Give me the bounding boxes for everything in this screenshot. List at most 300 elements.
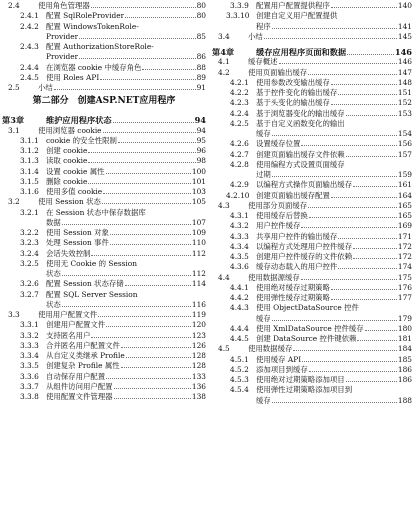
- toc-entry[interactable]: [2, 269, 206, 279]
- toc-entry[interactable]: [2, 382, 206, 392]
- toc-entry[interactable]: [2, 259, 206, 269]
- entry-number: 3.2.3: [20, 238, 39, 248]
- leader-dots: [353, 252, 397, 259]
- leader-dots: [301, 221, 397, 228]
- toc-entry[interactable]: [2, 197, 206, 207]
- entry-title: 创建自定义用户配置提供: [256, 11, 338, 21]
- leader-dots: [79, 32, 195, 39]
- leader-dots: [62, 218, 191, 225]
- toc-entry[interactable]: [2, 42, 206, 52]
- entry-title: 使用数据源缓存: [248, 272, 300, 282]
- entry-number: 4.4.5: [230, 334, 249, 343]
- entry-page-number: 136: [191, 381, 206, 391]
- entry-page-number: 186: [397, 375, 412, 384]
- entry-title: 缓存: [256, 129, 271, 138]
- leader-dots: [331, 191, 397, 198]
- toc-entry[interactable]: [2, 331, 206, 341]
- toc-entry[interactable]: [2, 351, 206, 361]
- leader-dots: [338, 232, 397, 239]
- entry-number: 3.2.7: [20, 289, 39, 299]
- toc-entry[interactable]: [212, 98, 412, 108]
- leader-dots: [98, 310, 191, 317]
- entry-number: 4.1: [218, 57, 230, 67]
- leader-dots: [346, 150, 397, 157]
- entry-number: 4.3.6: [230, 262, 249, 272]
- entry-number: 3.2.6: [20, 279, 39, 289]
- entry-title: 使用多值 cookie: [46, 187, 103, 196]
- entry-page-number: 172: [397, 252, 412, 261]
- entry-page-number: 126: [191, 340, 206, 350]
- entry-number: 4.5.2: [230, 364, 249, 374]
- entry-number: 3.3.10: [226, 11, 250, 21]
- entry-page-number: 140: [397, 1, 412, 10]
- entry-page-number: 171: [397, 231, 412, 241]
- entry-number: 第4章: [212, 47, 235, 57]
- entry-number: 3.2.4: [20, 248, 39, 258]
- leader-dots: [106, 320, 191, 327]
- entry-page-number: 152: [397, 98, 412, 108]
- entry-title: 共享用户控件的输出缓存: [256, 231, 338, 241]
- leader-dots: [91, 331, 191, 338]
- entry-number: 4.5.1: [230, 354, 249, 364]
- leader-dots: [279, 57, 397, 64]
- entry-number: 3.1.1: [20, 135, 39, 145]
- entry-page-number: 100: [191, 166, 206, 176]
- entry-title: 配置 Session 状态存储: [46, 279, 124, 289]
- entry-number: 4.2.10: [226, 190, 250, 200]
- entry-title: 使用 Roles API: [46, 72, 100, 82]
- entry-number: 4.5: [218, 344, 230, 354]
- entry-title: 配置 AuthorizationStoreRole-: [46, 42, 154, 51]
- leader-dots: [88, 177, 191, 184]
- entry-title: 创建 DataSource 控件键依赖: [256, 334, 357, 343]
- entry-title: 用户控件缓存: [256, 221, 301, 231]
- entry-title: cookie 的安全性限制: [46, 135, 117, 145]
- entry-page-number: 153: [397, 108, 412, 118]
- entry-number: 3.3.5: [20, 361, 39, 371]
- toc-entry[interactable]: [212, 252, 412, 262]
- entry-page-number: 161: [397, 180, 412, 190]
- toc-entry[interactable]: [2, 238, 206, 248]
- toc-entry[interactable]: [2, 300, 206, 310]
- entry-number: 2.4.4: [20, 62, 39, 72]
- entry-page-number: 123: [191, 330, 206, 340]
- toc-entry[interactable]: [2, 228, 206, 238]
- entry-number: 3.3.8: [20, 392, 39, 401]
- entry-title: 创建复杂 Profile 属性: [46, 361, 120, 371]
- leader-dots: [272, 170, 397, 177]
- leader-dots: [106, 167, 191, 174]
- toc-entry[interactable]: [212, 160, 412, 170]
- entry-title: 配置 SqlRoleProvider: [46, 11, 125, 21]
- entry-title: 以编程方式处理用户控件缓存: [256, 241, 353, 251]
- leader-dots: [103, 187, 191, 194]
- entry-number: 3.3.9: [230, 1, 249, 10]
- toc-entry[interactable]: [212, 355, 412, 365]
- leader-dots: [331, 98, 397, 105]
- entry-page-number: 146: [397, 57, 412, 67]
- toc-entry[interactable]: [2, 73, 206, 83]
- toc-entry[interactable]: [212, 32, 412, 42]
- toc-entry[interactable]: [2, 218, 206, 228]
- entry-page-number: 94: [194, 115, 206, 126]
- leader-dots: [110, 238, 191, 245]
- entry-title: 使用编程方式设置页面缓存: [256, 159, 345, 169]
- entry-page-number: 147: [397, 67, 412, 77]
- toc-entry[interactable]: [212, 150, 412, 160]
- entry-number: 4.4.4: [230, 323, 249, 333]
- entry-number: 4.2.6: [230, 139, 249, 149]
- entry-title: 缓存: [256, 313, 271, 323]
- leader-dots: [309, 365, 397, 372]
- entry-page-number: 96: [196, 146, 206, 155]
- entry-page-number: 119: [191, 310, 206, 319]
- leader-dots: [272, 396, 397, 403]
- entry-page-number: 128: [191, 361, 206, 371]
- entry-title: 小结: [248, 31, 263, 41]
- toc-chapter-entry[interactable]: [2, 115, 206, 125]
- toc-entry[interactable]: [2, 146, 206, 156]
- toc-entry[interactable]: [2, 22, 206, 32]
- toc-entry[interactable]: [2, 249, 206, 259]
- entry-number: 3.3: [8, 310, 20, 319]
- toc-entry[interactable]: [212, 273, 412, 283]
- entry-number: 3.4: [218, 31, 230, 41]
- leader-dots: [357, 334, 396, 341]
- toc-entry[interactable]: [212, 191, 412, 201]
- leader-dots: [346, 375, 397, 382]
- entry-number: 3.2.5: [20, 258, 39, 268]
- toc-entry[interactable]: [212, 293, 412, 303]
- entry-page-number: 156: [397, 139, 412, 149]
- entry-title: 创建用户控件缓存的文件依赖: [256, 252, 353, 261]
- toc-entry[interactable]: [212, 119, 412, 129]
- toc-entry[interactable]: [212, 68, 412, 78]
- entry-number: 4.2.2: [230, 88, 249, 97]
- toc-entry[interactable]: [2, 83, 206, 93]
- entry-title: 设置 cookie 属性: [46, 166, 105, 176]
- entry-title: 使用弹性缓存过期策略: [256, 293, 330, 302]
- toc-entry[interactable]: [212, 57, 412, 67]
- leader-dots: [309, 211, 397, 218]
- entry-title: 处理 Session 事件: [46, 238, 109, 248]
- entry-page-number: 88: [196, 62, 206, 72]
- entry-number: 4.3.3: [230, 231, 249, 241]
- entry-number: 2.4.2: [20, 21, 39, 31]
- entry-number: 3.3.1: [20, 320, 39, 330]
- toc-entry[interactable]: [212, 314, 412, 324]
- entry-number: 4.2.3: [230, 98, 249, 108]
- entry-page-number: 114: [191, 279, 206, 289]
- leader-dots: [365, 324, 397, 331]
- entry-title: 过期: [256, 170, 271, 179]
- toc-entry[interactable]: [2, 208, 206, 218]
- leader-dots: [88, 146, 195, 153]
- entry-page-number: 169: [397, 221, 412, 231]
- leader-dots: [100, 73, 195, 80]
- toc-entry[interactable]: [212, 88, 412, 98]
- leader-dots: [142, 63, 195, 70]
- entry-number: 2.4.5: [20, 72, 39, 82]
- entry-page-number: 94: [196, 125, 206, 135]
- entry-title: 使用页面输出缓存: [248, 67, 308, 77]
- entry-title: 程序: [256, 21, 271, 31]
- entry-page-number: 175: [397, 272, 412, 282]
- entry-number: 4.2.7: [230, 149, 249, 159]
- toc-entry[interactable]: [2, 320, 206, 330]
- toc-entry[interactable]: [212, 211, 412, 221]
- entry-page-number: 103: [191, 187, 206, 196]
- leader-dots: [293, 344, 397, 351]
- entry-number: 3.3.6: [20, 371, 39, 381]
- entry-title: 使用 ObjectDataSource 控件: [256, 303, 359, 313]
- entry-page-number: 120: [191, 320, 206, 330]
- entry-page-number: 116: [191, 299, 206, 309]
- toc-entry[interactable]: [212, 11, 412, 21]
- entry-title: 在 Session 状态中保存数据库: [46, 207, 146, 217]
- entry-title: 状态: [46, 269, 61, 278]
- entry-title: 基于控件变化的输出缓存: [256, 88, 338, 97]
- entry-title: 配置 WindowsTokenRole-: [46, 21, 139, 31]
- leader-dots: [353, 180, 397, 187]
- entry-title: 状态: [46, 299, 61, 309]
- entry-number: 3.1.5: [20, 176, 39, 186]
- entry-title: Provider: [46, 52, 79, 62]
- entry-title: 小结: [38, 83, 53, 92]
- entry-page-number: 107: [191, 217, 206, 227]
- entry-title: 使用用户配置文件: [38, 310, 98, 319]
- toc-entry[interactable]: [2, 126, 206, 136]
- toc-entry[interactable]: [212, 262, 412, 272]
- leader-dots: [114, 382, 191, 389]
- toc-entry[interactable]: [212, 221, 412, 231]
- leader-dots: [331, 283, 397, 290]
- entry-number: 4.3.1: [230, 211, 249, 220]
- entry-title: 使用部分页面缓存: [248, 200, 308, 210]
- entry-title: 数据: [46, 217, 61, 227]
- entry-title: 创建页面输出缓存配置: [256, 190, 330, 200]
- entry-page-number: 172: [397, 241, 412, 251]
- toc-entry[interactable]: [212, 129, 412, 139]
- entry-title: 缓存: [256, 395, 271, 405]
- entry-title: 使用缓存后替换: [256, 211, 308, 220]
- entry-title: 使用绝对过期策略添加项目: [256, 375, 345, 384]
- toc-entry[interactable]: [2, 52, 206, 62]
- leader-dots: [346, 109, 397, 116]
- entry-title: 使用缓存 API: [256, 354, 302, 364]
- entry-number: 4.3: [218, 200, 230, 210]
- entry-page-number: 141: [397, 21, 412, 31]
- entry-title: 使用 Session 状态: [38, 197, 101, 207]
- entry-title: 配置 SQL Server Session: [46, 289, 138, 299]
- toc-entry[interactable]: [2, 167, 206, 177]
- entry-page-number: 164: [397, 190, 412, 200]
- entry-title: 添加项目到缓存: [256, 364, 308, 374]
- entry-page-number: 157: [397, 149, 412, 159]
- leader-dots: [54, 83, 196, 90]
- entry-number: 4.3.5: [230, 252, 249, 261]
- leader-dots: [113, 116, 194, 123]
- entry-number: 3.1.6: [20, 187, 39, 196]
- toc-entry[interactable]: [2, 341, 206, 351]
- entry-page-number: 112: [191, 248, 206, 258]
- entry-title: 从组件访问用户配置: [46, 381, 113, 391]
- entry-page-number: 138: [191, 392, 206, 401]
- entry-page-number: 101: [191, 176, 206, 186]
- toc-entry[interactable]: [2, 177, 206, 187]
- leader-dots: [264, 32, 397, 39]
- entry-page-number: 89: [196, 72, 206, 82]
- leader-dots: [308, 68, 397, 75]
- entry-title: 配置用户配置提供程序: [256, 1, 330, 10]
- entry-number: 3.3.4: [20, 351, 39, 360]
- entry-page-number: 159: [397, 170, 412, 179]
- toc-entry[interactable]: [2, 63, 206, 73]
- entry-title: 缓存应用程序页面和数据: [256, 47, 347, 57]
- toc-entry[interactable]: [212, 303, 412, 313]
- entry-title: 使用 Session 对象: [46, 228, 109, 237]
- entry-page-number: 86: [196, 52, 206, 62]
- toc-entry[interactable]: [2, 11, 206, 21]
- toc-entry[interactable]: [212, 396, 412, 406]
- toc-entry[interactable]: [2, 187, 206, 197]
- entry-number: 4.5.3: [230, 375, 249, 384]
- toc-entry[interactable]: [212, 109, 412, 119]
- toc-entry[interactable]: [212, 1, 412, 11]
- toc-left-column: [2, 1, 206, 402]
- toc-entry[interactable]: [2, 372, 206, 382]
- entry-number: 4.4: [218, 272, 230, 282]
- toc-entry[interactable]: [212, 375, 412, 385]
- entry-title: 基于自定义函数变化的输出: [256, 118, 345, 128]
- toc-right-column: [212, 1, 412, 406]
- entry-title: 在浏览器 cookie 中缓存角色: [46, 62, 142, 72]
- toc-entry[interactable]: [212, 139, 412, 149]
- entry-number: 3.3.3: [20, 340, 39, 350]
- entry-number: 4.4.1: [230, 282, 249, 292]
- entry-page-number: 85: [196, 31, 206, 41]
- entry-title: 从自定义类继承 Profile: [46, 351, 125, 360]
- entry-number: 3.1.2: [20, 146, 39, 155]
- entry-number: 3.2.2: [20, 228, 39, 237]
- entry-page-number: 145: [397, 31, 412, 41]
- leader-dots: [272, 129, 397, 136]
- leader-dots: [272, 314, 397, 321]
- entry-title: 使用绝对缓存过期策略: [256, 282, 330, 292]
- leader-dots: [353, 242, 397, 249]
- leader-dots: [102, 197, 191, 204]
- toc-entry[interactable]: [212, 334, 412, 344]
- entry-title: 设置缓存位置: [256, 139, 301, 149]
- toc-entry[interactable]: [212, 344, 412, 354]
- entry-page-number: 148: [397, 77, 412, 87]
- leader-dots: [301, 273, 397, 280]
- toc-entry[interactable]: [212, 22, 412, 32]
- entry-page-number: 133: [191, 371, 206, 381]
- entry-number: 3.1.4: [20, 166, 39, 176]
- entry-number: 2.4.3: [20, 42, 39, 51]
- leader-dots: [126, 351, 191, 358]
- toc-entry[interactable]: [2, 392, 206, 402]
- entry-title: 使用数据缓存: [248, 344, 293, 354]
- toc-entry[interactable]: [212, 180, 412, 190]
- toc-entry[interactable]: [212, 170, 412, 180]
- toc-entry[interactable]: [2, 32, 206, 42]
- entry-title: 创建页面输出缓存文件依赖: [256, 149, 345, 159]
- entry-title: 使用角色管理器: [38, 1, 90, 10]
- entry-number: 4.2: [218, 67, 230, 77]
- toc-entry[interactable]: [2, 156, 206, 166]
- entry-number: 4.2.4: [230, 108, 249, 118]
- toc-entry[interactable]: [2, 1, 206, 11]
- part-heading: 第二部分 创建ASP.NET应用程序: [32, 96, 176, 107]
- entry-page-number: 154: [397, 129, 412, 138]
- leader-dots: [125, 11, 195, 18]
- entry-number: 4.2.9: [230, 180, 249, 190]
- entry-page-number: 109: [191, 228, 206, 237]
- toc-entry[interactable]: [212, 201, 412, 211]
- toc-entry[interactable]: [212, 365, 412, 375]
- entry-number: 第3章: [2, 115, 25, 126]
- toc-entry[interactable]: [212, 242, 412, 252]
- toc-entry[interactable]: [2, 310, 206, 320]
- leader-dots: [338, 262, 397, 269]
- toc-entry[interactable]: [212, 385, 412, 395]
- entry-page-number: 80: [196, 11, 206, 21]
- leader-dots: [103, 126, 196, 133]
- entry-number: 3.1: [8, 125, 20, 135]
- entry-page-number: 188: [397, 395, 412, 405]
- entry-page-number: 98: [196, 156, 206, 166]
- entry-title: 维护应用程序状态: [46, 115, 112, 126]
- entry-title: 使用浏览器 cookie: [38, 125, 102, 135]
- toc-entry[interactable]: [212, 78, 412, 88]
- toc-entry[interactable]: [212, 232, 412, 242]
- leader-dots: [118, 136, 196, 143]
- leader-dots: [91, 249, 191, 256]
- entry-number: 4.4.3: [230, 303, 249, 313]
- entry-page-number: 146: [394, 47, 412, 57]
- entry-title: Provider: [46, 31, 79, 41]
- entry-number: 3.2.1: [20, 207, 39, 217]
- entry-page-number: 105: [191, 197, 206, 207]
- leader-dots: [88, 156, 195, 163]
- entry-number: 3.1.3: [20, 156, 39, 166]
- entry-title: 自动保存用户配置: [46, 371, 106, 381]
- entry-number: 3.3.2: [20, 330, 39, 340]
- toc-entry[interactable]: [2, 136, 206, 146]
- entry-number: 3.2: [8, 197, 20, 207]
- toc-entry[interactable]: [2, 279, 206, 289]
- leader-dots: [121, 361, 191, 368]
- entry-page-number: 128: [191, 351, 206, 360]
- entry-page-number: 179: [397, 313, 412, 323]
- leader-dots: [302, 355, 397, 362]
- entry-title: 使用参数改变输出缓存: [256, 77, 330, 87]
- toc-entry[interactable]: [212, 324, 412, 334]
- entry-number: 4.3.4: [230, 241, 249, 251]
- entry-number: 4.2.8: [230, 159, 249, 169]
- toc-entry[interactable]: [2, 361, 206, 371]
- entry-title: 删除 cookie: [46, 176, 88, 186]
- leader-dots: [62, 300, 191, 307]
- toc-entry[interactable]: [2, 290, 206, 300]
- toc-chapter-entry[interactable]: [212, 47, 412, 57]
- toc-entry[interactable]: [212, 283, 412, 293]
- entry-page-number: 110: [191, 238, 206, 248]
- entry-title: 以编程方式操作页面输出缓存: [256, 180, 353, 190]
- entry-number: 4.2.5: [230, 118, 249, 128]
